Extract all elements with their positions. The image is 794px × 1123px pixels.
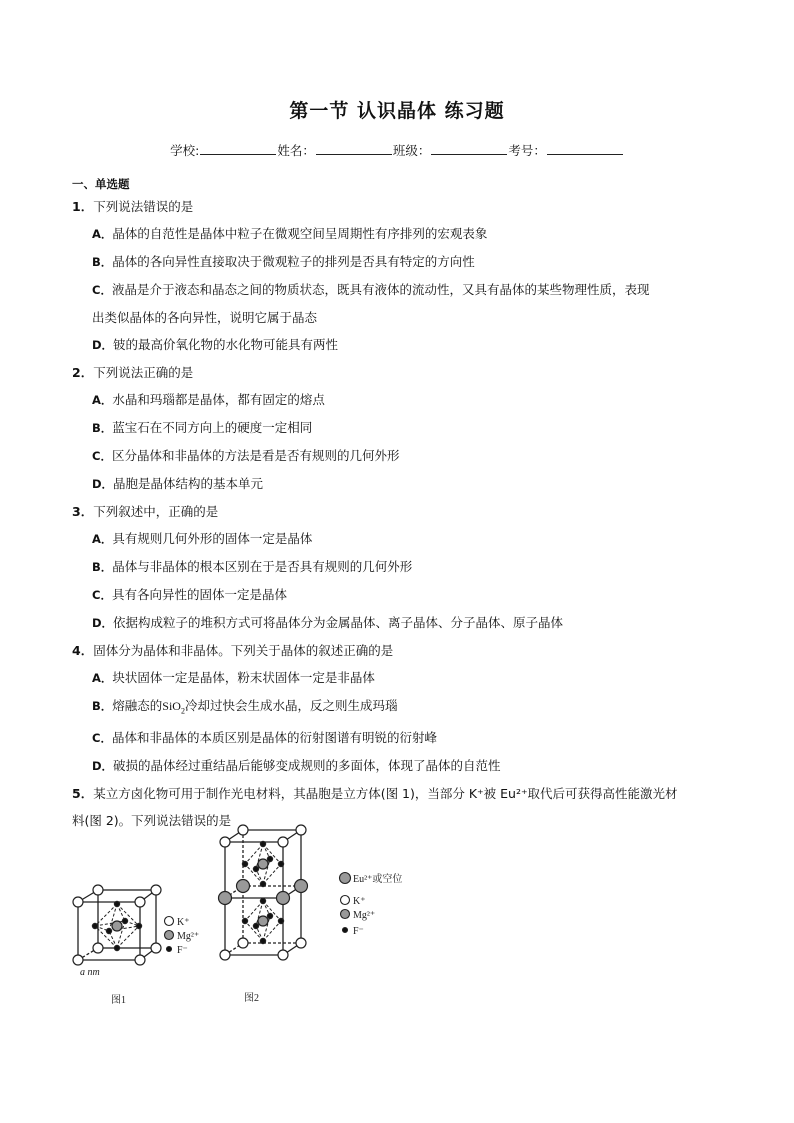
figure-2-legend <box>340 873 351 933</box>
f-ion <box>278 861 283 866</box>
k-ion <box>278 837 288 847</box>
figure-2-unit-cells <box>225 830 301 955</box>
option-label: B． <box>92 255 113 269</box>
f-ion <box>278 918 283 923</box>
option <box>72 331 722 359</box>
option-text: 晶体和非晶体的本质区别是晶体的衍射图谱有明锐的衍射峰 <box>111 730 437 746</box>
option-text: 晶体的自范性是晶体中粒子在微观空间呈周期性有序排列的宏观表象 <box>112 226 488 241</box>
eu-ion-legend-icon <box>340 873 351 884</box>
option-label: C． <box>92 588 112 602</box>
question-text: 某立方卤化物可用于制作光电材料，其晶胞是立方体(图 1)，当部分 K⁺被 Eu²⁺取代后可获得高性能激光材 <box>93 786 678 802</box>
k-ion <box>135 897 145 907</box>
option-label: C． <box>92 283 112 297</box>
f-ion <box>260 881 265 886</box>
option-label: B． <box>92 560 113 574</box>
option-label: D． <box>92 477 114 491</box>
k-ion <box>135 955 145 965</box>
mg-ion <box>258 916 268 926</box>
exam-no-label: 考号： <box>508 143 546 158</box>
option <box>72 692 722 724</box>
option-text: 熔融态的 <box>112 698 163 713</box>
legend-eu: Eu²⁺或空位 <box>353 874 403 885</box>
option-label: A． <box>92 227 113 241</box>
legend-k: K⁺ <box>353 896 366 907</box>
question-text-continued: 料(图 2)。下列说法错误的是 <box>72 813 232 829</box>
question-stem <box>72 359 722 386</box>
f-ion <box>242 861 247 866</box>
option-text: 具有各向异性的固体一定是晶体 <box>111 587 287 602</box>
eu-ion <box>219 892 232 905</box>
option-label: D． <box>92 616 114 630</box>
option-label: A． <box>92 393 113 407</box>
option-text: 水晶和玛瑙都是晶体，都有固定的熔点 <box>112 392 325 407</box>
question-number: 3． <box>72 504 94 519</box>
option-text: 晶体的各向异性直接取决于微观粒子的排列是否具有特定的方向性 <box>112 254 475 269</box>
option-label: C． <box>92 449 112 463</box>
option <box>72 752 722 780</box>
option <box>72 276 722 331</box>
option <box>72 664 722 692</box>
mg-ion <box>112 921 122 931</box>
edge-length-label: a nm <box>80 967 100 978</box>
k-ion <box>93 885 103 895</box>
k-ion <box>238 825 248 835</box>
f-ion <box>260 898 265 903</box>
question-stem <box>72 498 722 525</box>
f-ion-legend-icon <box>343 928 348 933</box>
option-text: 区分晶体和非晶体的方法是看是否有规则的几何外形 <box>111 448 400 463</box>
option <box>72 724 722 752</box>
f-ion <box>260 841 265 846</box>
k-ion <box>296 938 306 948</box>
option-label: B． <box>92 421 113 435</box>
option <box>72 470 722 498</box>
legend-f: F⁻ <box>353 926 364 937</box>
option-label: A． <box>92 671 113 685</box>
option-text: 冷却过快会生成水晶，反之则生成玛瑙 <box>184 698 398 713</box>
k-ion <box>151 885 161 895</box>
figure-1-legend <box>165 917 174 952</box>
school-label: 学校: <box>170 143 200 158</box>
f-ion <box>136 923 141 928</box>
f-ion <box>260 938 265 943</box>
f-ion <box>114 945 119 950</box>
option-label: D． <box>92 759 114 774</box>
option-label: A． <box>92 532 113 546</box>
legend-f: F⁻ <box>177 945 188 956</box>
f-ion-legend-icon <box>167 947 172 952</box>
f-ion <box>267 913 272 918</box>
k-ion <box>278 950 288 960</box>
option <box>72 609 722 637</box>
k-ion <box>93 943 103 953</box>
name-blank[interactable] <box>316 142 392 155</box>
question-text: 下列说法正确的是 <box>93 365 194 380</box>
k-ion-legend-icon <box>341 896 350 905</box>
eu-ion <box>277 892 290 905</box>
option-label: B． <box>92 699 113 713</box>
option-text: 破损的晶体经过重结晶后能够变成规则的多面体，体现了晶体的自范性 <box>113 758 501 774</box>
f-ion <box>122 918 127 923</box>
exam-no-blank[interactable] <box>547 142 623 155</box>
crystal-diagram <box>65 822 425 1017</box>
question-text: 固体分为晶体和非晶体。下列关于晶体的叙述正确的是 <box>93 643 394 658</box>
option-text: 蓝宝石在不同方向上的硬度一定相同 <box>112 420 313 435</box>
legend-mg: Mg²⁺ <box>177 931 200 942</box>
option <box>72 553 722 581</box>
option <box>72 386 722 414</box>
eu-ion <box>237 880 250 893</box>
class-label: 班级： <box>392 143 431 158</box>
option-text: 晶体与非晶体的根本区别在于是否具有规则的几何外形 <box>112 559 413 574</box>
option-text: 晶胞是晶体结构的基本单元 <box>113 476 264 491</box>
mg-ion <box>258 859 268 869</box>
question-number: 2． <box>72 365 94 380</box>
student-info-line <box>0 141 794 159</box>
f-ion <box>267 856 272 861</box>
f-ion <box>92 923 97 928</box>
question-number: 5． <box>72 786 94 802</box>
figure-1-caption: 图1 <box>111 995 126 1006</box>
question-list <box>72 176 722 834</box>
legend-k: K⁺ <box>177 917 190 928</box>
f-ion <box>106 928 111 933</box>
school-blank[interactable] <box>200 142 276 155</box>
page-title: 第一节 认识晶体 练习题 <box>289 100 505 122</box>
option <box>72 414 722 442</box>
figure-2-atoms <box>219 825 308 960</box>
option-text: 液晶是介于液态和晶态之间的物质状态，既具有液体的流动性，又具有晶体的某些物理性质，表现 <box>111 282 650 297</box>
option <box>72 525 722 553</box>
question-stem <box>72 637 722 664</box>
option <box>72 220 722 248</box>
option <box>72 248 722 276</box>
f-ion <box>253 923 258 928</box>
mg-ion-legend-icon <box>341 910 350 919</box>
question-number: 4． <box>72 643 94 658</box>
k-ion-legend-icon <box>165 917 174 926</box>
option-text: 块状固体一定是晶体，粉末状固体一定是非晶体 <box>112 670 375 685</box>
option-text-continued: 出类似晶体的各向异性，说明它属于晶态 <box>92 310 318 325</box>
crystal-figures <box>65 822 425 1017</box>
option-label: D． <box>92 338 114 352</box>
option-text: 具有规则几何外形的固体一定是晶体 <box>112 531 313 546</box>
k-ion <box>220 950 230 960</box>
option-text: 依据构成粒子的堆积方式可将晶体分为金属晶体、离子晶体、分子晶体、原子晶体 <box>113 615 564 630</box>
k-ion <box>73 955 83 965</box>
section-heading: 一、单选题 <box>72 177 130 191</box>
question-text: 下列说法错误的是 <box>93 199 194 214</box>
k-ion <box>238 938 248 948</box>
option <box>72 442 722 470</box>
name-label: 姓名： <box>277 143 315 158</box>
legend-mg: Mg²⁺ <box>353 910 376 921</box>
k-ion <box>151 943 161 953</box>
question-stem <box>72 193 722 220</box>
option-label: C． <box>92 731 112 746</box>
f-ion <box>253 866 258 871</box>
mg-ion-legend-icon <box>165 931 174 940</box>
k-ion <box>296 825 306 835</box>
f-ion <box>242 918 247 923</box>
question-number: 1． <box>72 199 94 214</box>
eu-ion <box>295 880 308 893</box>
option <box>72 581 722 609</box>
k-ion <box>73 897 83 907</box>
f-ion <box>114 901 119 906</box>
question-text: 下列叙述中，正确的是 <box>93 504 219 519</box>
option-text: 铍的最高价氧化物的水化物可能具有两性 <box>113 337 339 352</box>
chemical-formula: SiO$_2$ <box>162 699 185 716</box>
k-ion <box>220 837 230 847</box>
class-blank[interactable] <box>431 142 507 155</box>
figure-2-caption: 图2 <box>244 993 259 1004</box>
